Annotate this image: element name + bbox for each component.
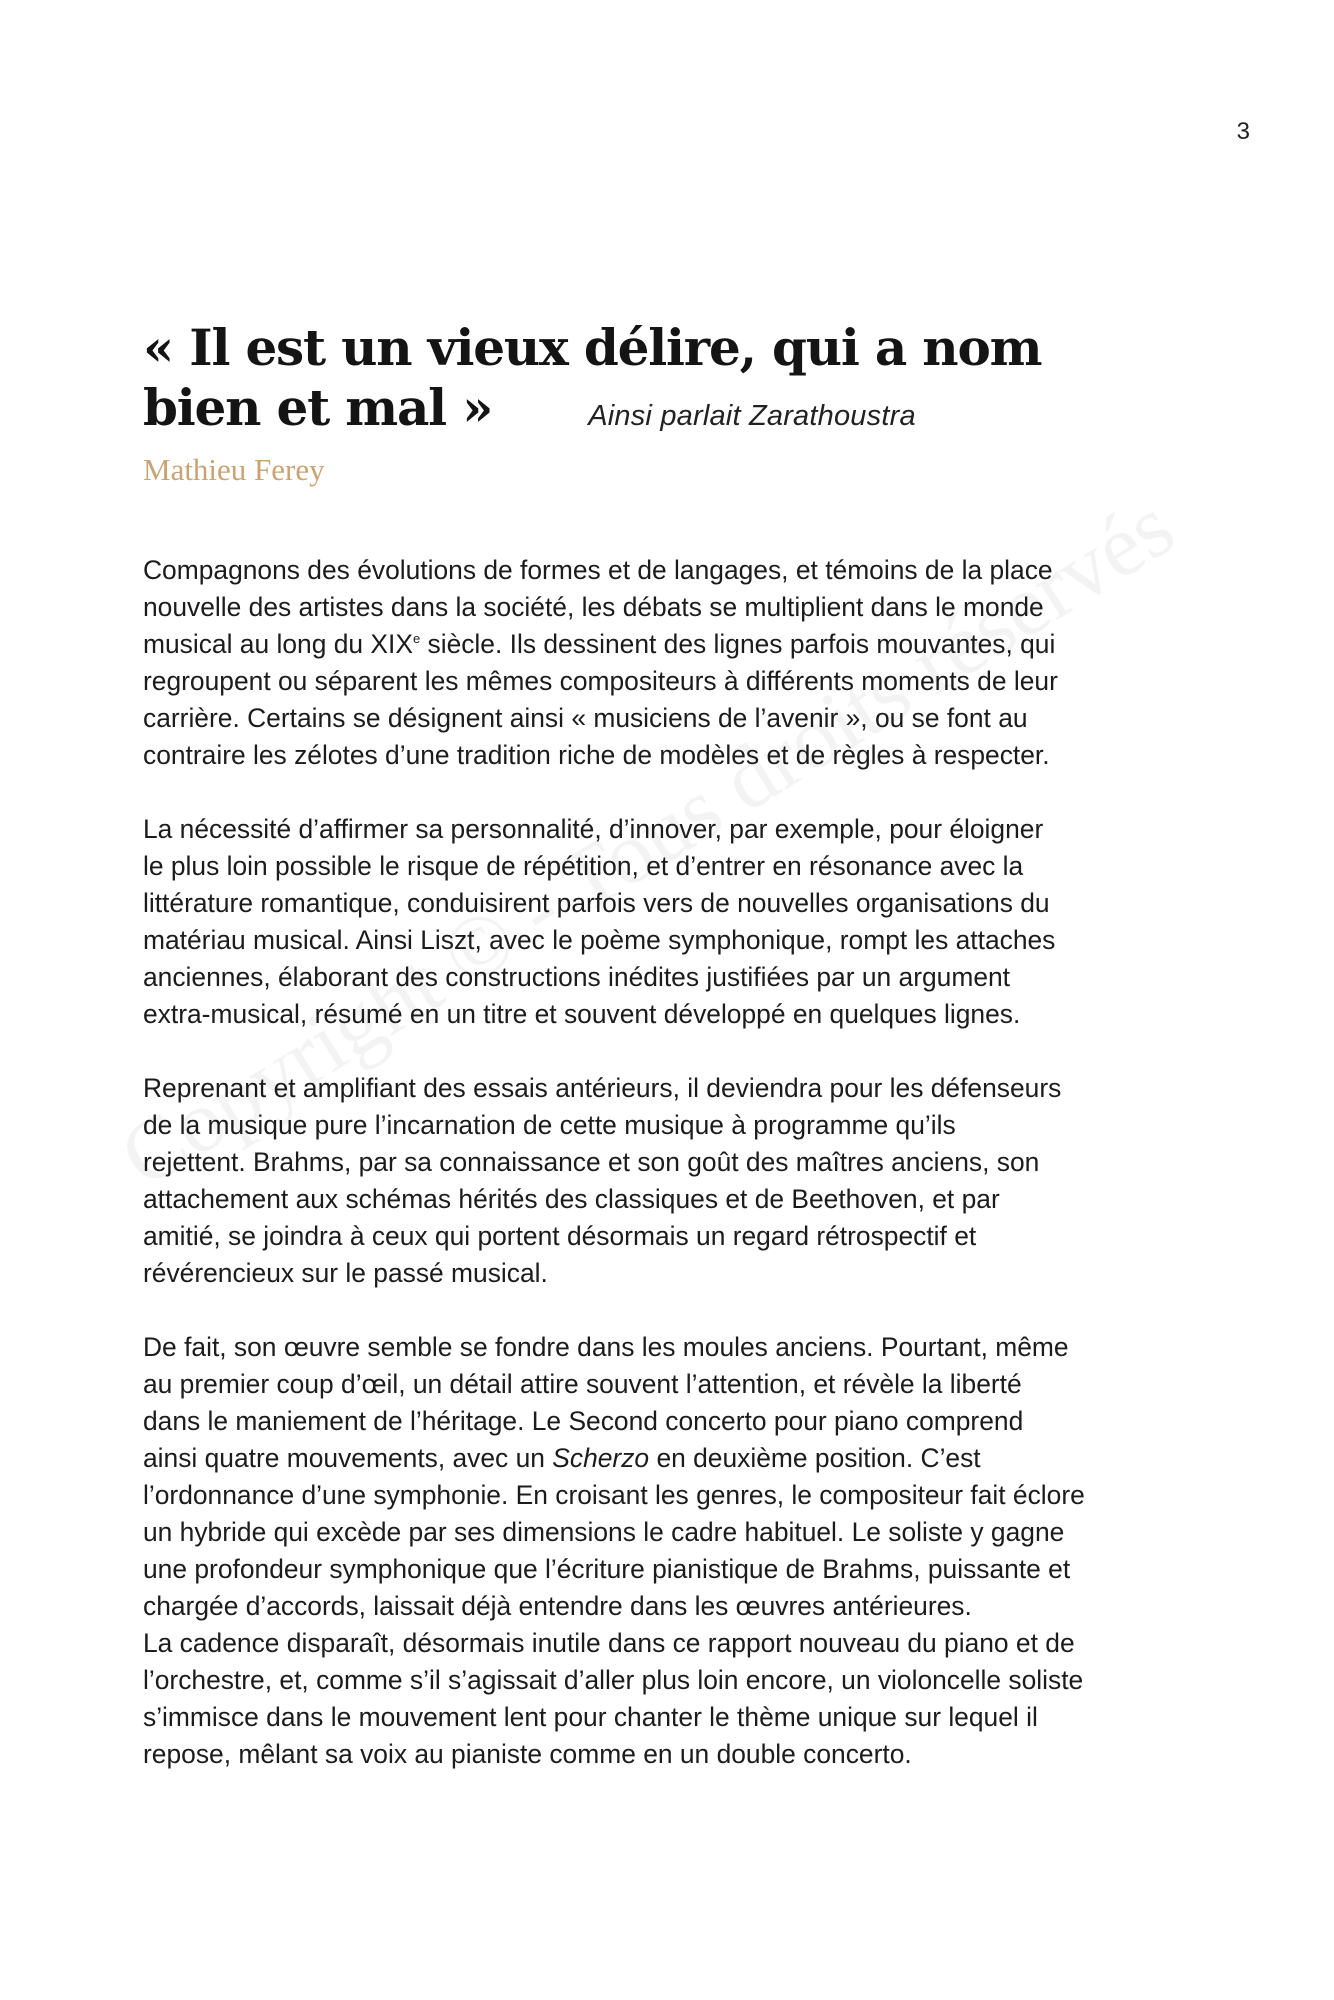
- text-line: contraire les zélotes d’une tradition riche de modèles et de règles à respecter.: [143, 740, 1050, 770]
- paragraph-3: [143, 1070, 1223, 1292]
- title-line-1: « Il est un vieux délire, qui a nom: [143, 318, 1042, 377]
- text-line: amitié, se joindra à ceux qui portent désormais un regard rétrospectif et: [143, 1221, 977, 1251]
- text-line: au premier coup d’œil, un détail attire souvent l’attention, et révèle la liberté: [143, 1369, 1022, 1399]
- text-line: anciennes, élaborant des constructions inédites justifiées par un argument: [143, 962, 1011, 992]
- text-line: une profondeur symphonique que l’écriture pianistique de Brahms, puissante et: [143, 1554, 1071, 1584]
- text-line: dans le maniement de l’héritage. Le Second concerto pour piano comprend: [143, 1406, 1024, 1436]
- page-number: 3: [1236, 118, 1250, 145]
- article-subtitle: Ainsi parlait Zarathoustra: [588, 400, 916, 432]
- title-line-2: bien et mal »: [143, 378, 493, 437]
- article-title: [143, 318, 1203, 446]
- text-line: matériau musical. Ainsi Liszt, avec le poème symphonique, rompt les attaches: [143, 925, 1056, 955]
- text-line: extra-musical, résumé en un titre et souvent développé en quelques lignes.: [143, 999, 1021, 1029]
- text-fragment: siècle. Ils dessinent des lignes parfois mouvantes, qui: [420, 629, 1056, 659]
- text-line: De fait, son œuvre semble se fondre dans les moules anciens. Pourtant, même: [143, 1332, 1069, 1362]
- text-line: regroupent ou séparent les mêmes compositeurs à différents moments de leur: [143, 666, 1058, 696]
- text-line: La cadence disparaît, désormais inutile dans ce rapport nouveau du piano et de: [143, 1628, 1075, 1658]
- text-line: rejettent. Brahms, par sa connaissance et son goût des maîtres anciens, son: [143, 1147, 1040, 1177]
- text-line: chargée d’accords, laissait déjà entendre dans les œuvres antérieures.: [143, 1591, 972, 1621]
- text-line: littérature romantique, conduisirent parfois vers de nouvelles organisations du: [143, 888, 1050, 918]
- text-fragment: musical au long du XIX: [143, 629, 413, 659]
- century-superscript: e: [412, 631, 421, 646]
- text-line: s’immisce dans le mouvement lent pour chanter le thème unique sur lequel il: [143, 1702, 1038, 1732]
- text-line: repose, mêlant sa voix au pianiste comme en un double concerto.: [143, 1739, 912, 1769]
- text-line: nouvelle des artistes dans la société, les débats se multiplient dans le monde: [143, 592, 1044, 622]
- text-line: La nécessité d’affirmer sa personnalité, d’innover, par exemple, pour éloigner: [143, 814, 1044, 844]
- text-line: de la musique pure l’incarnation de cette musique à programme qu’ils: [143, 1110, 956, 1140]
- text-line: [143, 626, 1223, 663]
- paragraph-2: [143, 811, 1223, 1033]
- paragraph-5: [143, 1625, 1223, 1773]
- text-line: l’ordonnance d’une symphonie. En croisant les genres, le compositeur fait éclore: [143, 1480, 1085, 1510]
- author-name: Mathieu Ferey: [143, 452, 325, 487]
- text-fragment: ainsi quatre mouvements, avec un: [143, 1443, 553, 1473]
- paragraph-1: [143, 552, 1223, 774]
- title-line-2-row: [143, 378, 1203, 446]
- article-body: [143, 552, 1223, 1773]
- text-line: carrière. Certains se désignent ainsi « musiciens de l’avenir », ou se font au: [143, 703, 1028, 733]
- text-line: Reprenant et amplifiant des essais antérieurs, il deviendra pour les défenseurs: [143, 1073, 1062, 1103]
- text-line: le plus loin possible le risque de répétition, et d’entrer en résonance avec la: [143, 851, 1024, 881]
- italic-term: Scherzo: [552, 1443, 650, 1473]
- article-header: [143, 318, 1203, 488]
- text-line: [143, 1440, 1223, 1477]
- text-line: un hybride qui excède par ses dimensions le cadre habituel. Le soliste y gagne: [143, 1517, 1065, 1547]
- text-line: Compagnons des évolutions de formes et de langages, et témoins de la place: [143, 555, 1053, 585]
- text-line: l’orchestre, et, comme s’il s’agissait d’aller plus loin encore, un violoncelle soliste: [143, 1665, 1084, 1695]
- text-line: attachement aux schémas hérités des classiques et de Beethoven, et par: [143, 1184, 1000, 1214]
- paragraph-4: [143, 1329, 1223, 1625]
- text-line: révérencieux sur le passé musical.: [143, 1258, 548, 1288]
- text-fragment: en deuxième position. C’est: [649, 1443, 981, 1473]
